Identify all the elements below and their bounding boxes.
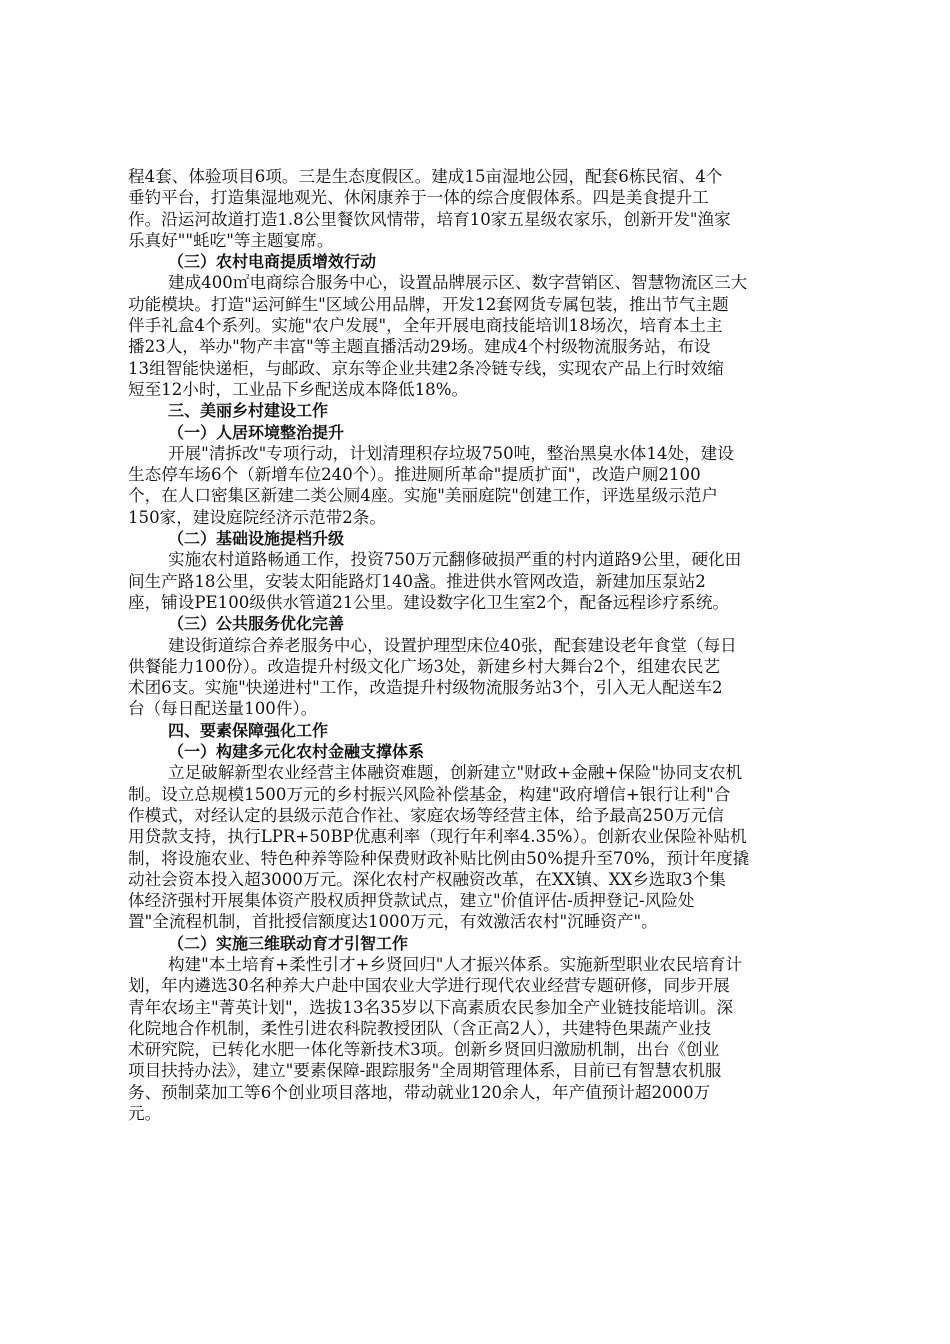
- paragraph-living-environment: [128, 443, 840, 528]
- heading-ecommerce: （三）农村电商提质增效行动: [168, 252, 377, 272]
- text-line: 构建"本土培育+柔性引才+乡贤回归"人才振兴体系。实施新型职业农民培育计: [168, 954, 743, 974]
- heading-public-service: （三）公共服务优化完善: [168, 614, 345, 634]
- text-line: 座，铺设PE100级供水管道21公里。建设数字化卫生室2个，配备远程诊疗系统。: [128, 592, 730, 612]
- text-line: 划，年内遴选30名种养大户赴中国农业大学进行现代农业经营专题研修，同步开展: [128, 976, 730, 996]
- text-line: 制。设立总规模1500万元的乡村振兴风险补偿基金，构建"政府增信+银行让利"合: [128, 784, 731, 804]
- text-line: 供餐能力100份）。改造提升村级文化广场3处，新建乡村大舞台2个，组建农民艺: [128, 656, 721, 676]
- paragraph-infrastructure: [128, 549, 840, 613]
- text-line: 体经济强村开展集体资产股权质押贷款试点，建立"价值评估-质押登记-风险处: [128, 891, 695, 911]
- heading-beautiful-village: 三、美丽乡村建设工作: [168, 401, 329, 421]
- text-line: 元。: [128, 1104, 162, 1124]
- text-line: 台（每日配送量100件）。: [128, 699, 318, 719]
- heading-talent: （二）实施三维联动育才引智工作: [168, 933, 409, 953]
- text-line: 150家，建设庭院经济示范带2条。: [128, 507, 386, 527]
- paragraph-ecotourism-tail: [128, 166, 840, 251]
- paragraph-talent: [128, 954, 840, 1124]
- heading-infrastructure: （二）基础设施提档升级: [168, 529, 345, 549]
- text-line: 伴手礼盒4个系列。实施"农户发展"，全年开展电商技能培训18场次，培育本土主: [128, 316, 723, 336]
- text-line: 生态停车场6个（新增车位240个）。推进厕所革命"提质扩面"，改造户厕2100: [128, 465, 701, 485]
- text-line: 作。沿运河故道打造1.8公里餐饮风情带，培育10家五星级农家乐，创新开发"渔家: [128, 209, 731, 229]
- text-line: 动社会资本投入超3000万元。深化农村产权融资改革，在XX镇、XX乡选取3个集: [128, 869, 726, 889]
- text-line: 实施农村道路畅通工作，投资750万元翻修破损严重的村内道路9公里，硬化田: [168, 550, 742, 570]
- text-line: 置"全流程机制，首批授信额度达1000万元，有效激活农村"沉睡资产"。: [128, 912, 658, 932]
- paragraph-rural-finance: [128, 762, 840, 932]
- text-line: 程4套、体验项目6项。三是生态度假区。建成15亩湿地公园，配套6栋民宿、4个: [128, 167, 723, 186]
- text-line: 个，在人口密集区新建二类公厕4座。实施"美丽庭院"创建工作，评选星级示范户: [128, 486, 719, 506]
- text-line: 制，将设施农业、特色种养等险种保费财政补贴比例由50%提升至70%，预计年度撬: [128, 848, 750, 868]
- text-line: 术团6支。实施"快递进村"工作，改造提升村级物流服务站3个，引入无人配送车2: [128, 678, 723, 698]
- text-line: 建成400㎡电商综合服务中心，设置品牌展示区、数字营销区、智慧物流区三大: [168, 273, 748, 293]
- text-line: 间生产路18公里，安装太阳能路灯140盏。推进供水管网改造，新建加压泵站2: [128, 571, 706, 591]
- text-line: 13组智能快递柜，与邮政、京东等企业共建2条冷链专线，实现农产品上行时效缩: [128, 358, 724, 378]
- text-line: 立足破解新型农业经营主体融资难题，创新建立"财政+金融+保险"协同支农机: [168, 763, 743, 783]
- text-line: 垂钓平台，打造集湿地观光、休闲康养于一体的综合度假体系。四是美食提升工: [128, 188, 709, 208]
- text-line: 化院地合作机制，柔性引进农科院教授团队（含正高2人），共建特色果蔬产业技: [128, 1018, 712, 1038]
- text-line: 功能模块。打造"运河鲜生"区域公用品牌，开发12套网货专属包装，推出节气主题: [128, 294, 729, 314]
- text-line: 建设街道综合养老服务中心，设置护理型床位40张，配套建设老年食堂（每日: [168, 635, 737, 655]
- text-line: 短至12小时，工业品下乡配送成本降低18%。: [128, 379, 469, 399]
- paragraph-ecommerce: [128, 272, 840, 400]
- text-line: 术研究院，已转化水肥一体化等新技术3项。创新乡贤回归激励机制，出台《创业: [128, 1040, 720, 1060]
- text-line: 开展"清拆改"专项行动，计划清理积存垃圾750吨，整治黑臭水体14处，建设: [168, 443, 734, 463]
- text-line: 用贷款支持，执行LPR+50BP优惠利率（现行年利率4.35%）。创新农业保险补贴机: [128, 827, 747, 847]
- paragraph-public-service: [128, 635, 840, 720]
- text-line: 青年农场主"菁英计划"，选拔13名35岁以下高素质农民参加全产业链技能培训。深: [128, 997, 734, 1017]
- text-line: 作模式，对经认定的县级示范合作社、家庭农场等经营主体，给予最高250万元信: [128, 805, 724, 825]
- heading-living-environment: （一）人居环境整治提升: [168, 422, 345, 442]
- text-line: 乐真好""蚝吃"等主题宴席。: [128, 230, 334, 250]
- text-line: 务、预制菜加工等6个创业项目落地，带动就业120余人，年产值预计超2000万: [128, 1082, 711, 1102]
- text-line: 项目扶持办法》，建立"要素保障-跟踪服务"全周期管理体系，目前已有智慧农机服: [128, 1061, 722, 1081]
- document-page: [128, 166, 840, 1124]
- heading-factor-guarantee: 四、要素保障强化工作: [168, 720, 329, 740]
- text-line: 播23人，举办"物产丰富"等主题直播活动29场。建成4个村级物流服务站，布设: [128, 337, 711, 357]
- heading-rural-finance: （一）构建多元化农村金融支撑体系: [168, 742, 425, 762]
